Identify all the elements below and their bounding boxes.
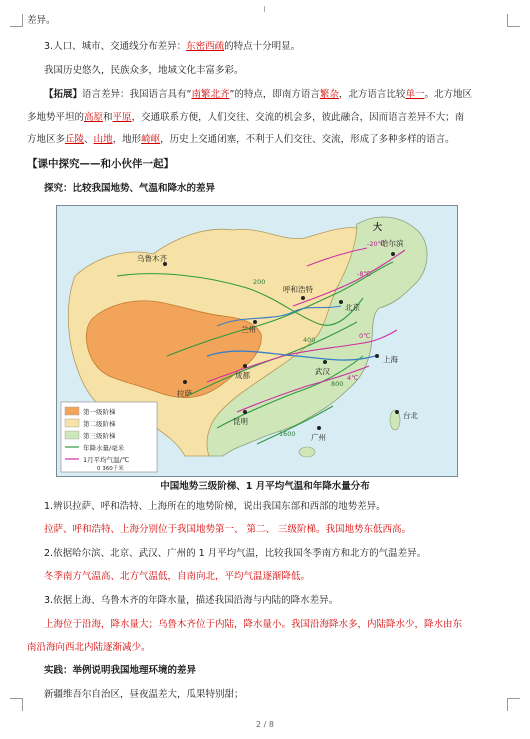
city-label: 乌鲁木齐	[137, 254, 167, 263]
text-run: 【拓展】	[44, 89, 83, 100]
contour-label: 800	[331, 380, 344, 388]
practice-title	[44, 664, 505, 677]
text-run: 的特点十分明显。	[224, 41, 301, 52]
contour-label: 400	[303, 336, 316, 344]
page-top-marker	[264, 6, 265, 12]
text-run: 差异。	[27, 15, 56, 26]
text-line-diff	[27, 14, 505, 27]
city-label: 广州	[311, 433, 326, 442]
extension-line-3	[27, 133, 505, 146]
question-1	[44, 500, 505, 513]
city-label: 上海	[383, 355, 398, 364]
contour-label: 1600	[279, 430, 296, 438]
text-run: 拉萨、呼和浩特、上海分别位于我国地势第一、 第二、 三级阶梯。我国地势东低西高。	[44, 524, 412, 535]
legend-temp: 1月平均气温/℃	[83, 456, 130, 464]
city-label: 呼和浩特	[283, 285, 313, 294]
contour-label: 0℃	[359, 332, 371, 340]
text-run: 2.依据哈尔滨、北京、武汉、广州的 1 月平均气温，比较我国冬季南方和北方的气温差异。	[44, 548, 427, 559]
question-3	[44, 594, 505, 607]
text-run: 南繁北齐	[191, 89, 230, 100]
text-run: ，历史上交通闭塞，不利于人们交往、交流，形成了多种多样的语言。	[160, 134, 455, 145]
city-label: 哈尔滨	[381, 239, 404, 248]
text-run: 3.人口、城市、交通线分布差异：	[44, 41, 187, 52]
contour-label: 200	[253, 278, 266, 286]
text-run: 南沿海向西北内陆逐渐减少。	[27, 642, 151, 653]
question-2	[44, 547, 505, 560]
legend-step1: 第一级阶梯	[83, 408, 116, 416]
text-run: ，地形	[112, 134, 142, 145]
section-title	[27, 158, 505, 171]
china-terrain-map	[56, 205, 458, 477]
text-run: 单一	[405, 89, 425, 100]
text-run: 探究：比较我国地势、气温和降水的差异	[44, 183, 216, 194]
text-population-line	[44, 40, 505, 53]
crop-mark-top-right	[507, 14, 520, 27]
text-run: 【课中探究——和小伙伴一起】	[27, 158, 174, 170]
page-number	[0, 720, 530, 729]
map-legend	[61, 402, 157, 472]
contour-label: -20℃	[367, 240, 385, 248]
contour-label: 4℃	[347, 374, 359, 382]
crop-mark-bottom-right	[507, 698, 520, 711]
answer-3-line-2	[27, 641, 505, 654]
text-run: 我国历史悠久，民族众多，地域文化丰富多彩。	[44, 65, 244, 76]
legend-step2: 第二级阶梯	[83, 420, 116, 428]
text-run: 崎岖	[141, 134, 161, 145]
city-label: 武汉	[315, 367, 330, 376]
text-run: ，北方语言比较	[338, 89, 406, 100]
text-culture-line	[44, 64, 505, 77]
city-label: 北京	[345, 303, 360, 312]
legend-step3: 第三级阶梯	[83, 432, 116, 440]
answer-2	[44, 570, 505, 583]
crop-mark-bottom-left	[10, 698, 23, 711]
crop-mark-top-left	[10, 14, 23, 27]
text-run: 多地势平坦的	[27, 112, 85, 123]
practice-line-1	[44, 688, 505, 701]
city-label: 兰州	[241, 325, 256, 334]
explore-title	[44, 182, 505, 195]
text-run: ”的特点，即南方语言	[229, 89, 320, 100]
text-run: 2 / 8	[256, 720, 274, 729]
text-run: 和	[103, 112, 113, 123]
text-run: 。北方地区	[424, 89, 472, 100]
extension-line-2	[27, 111, 505, 124]
answer-1	[44, 523, 505, 536]
hainan-island	[299, 447, 315, 457]
text-run: 东密西疏	[186, 41, 225, 52]
scale-label: 0 360千米	[97, 466, 124, 472]
text-run: 实践：举例说明我国地理环境的差异	[44, 665, 197, 676]
answer-3-line-1	[44, 618, 505, 631]
text-run: 上海位于沿海，降水量大；乌鲁木齐位于内陆，降水量小。我国沿海降水多，内陆降水少，降水由东	[44, 619, 463, 630]
text-run: 新疆维吾尔自治区，昼夜温差大，瓜果特别甜；	[44, 689, 244, 700]
text-run: 高原	[84, 112, 104, 123]
legend-precip: 年降水量/毫米	[83, 444, 125, 452]
map-caption	[0, 478, 530, 492]
extension-line-1	[44, 88, 505, 101]
map-label: 大	[373, 223, 383, 233]
city-label: 昆明	[233, 417, 248, 426]
text-run: 语言差异：我国语言具有“	[82, 89, 192, 100]
text-run: 1.辨识拉萨、呼和浩特、上海所在的地势阶梯，说出我国东部和西部的地势差异。	[44, 501, 386, 512]
text-run: 冬季南方气温高、北方气温低，自南向北，平均气温逐渐降低。	[44, 571, 311, 582]
city-label: 台北	[403, 411, 418, 420]
contour-label: -8℃	[357, 270, 371, 278]
city-label: 成都	[235, 371, 250, 380]
text-run: 、	[84, 134, 94, 145]
text-run: 3.依据上海、乌鲁木齐的年降水量，描述我国沿海与内陆的降水差异。	[44, 595, 339, 606]
text-run: 中国地势三级阶梯、1 月平均气温和年降水量分布	[160, 481, 370, 492]
text-run: 繁杂	[319, 89, 339, 100]
text-run: 方地区多	[27, 134, 66, 145]
text-run: ，交通联系方便，人们交往、交流的机会多，彼此融合，因而语言差异不大；南	[131, 112, 465, 123]
city-label: 拉萨	[177, 389, 192, 398]
text-run: 平原	[112, 112, 132, 123]
text-run: 丘陵	[65, 134, 85, 145]
text-run: 山地	[93, 134, 113, 145]
